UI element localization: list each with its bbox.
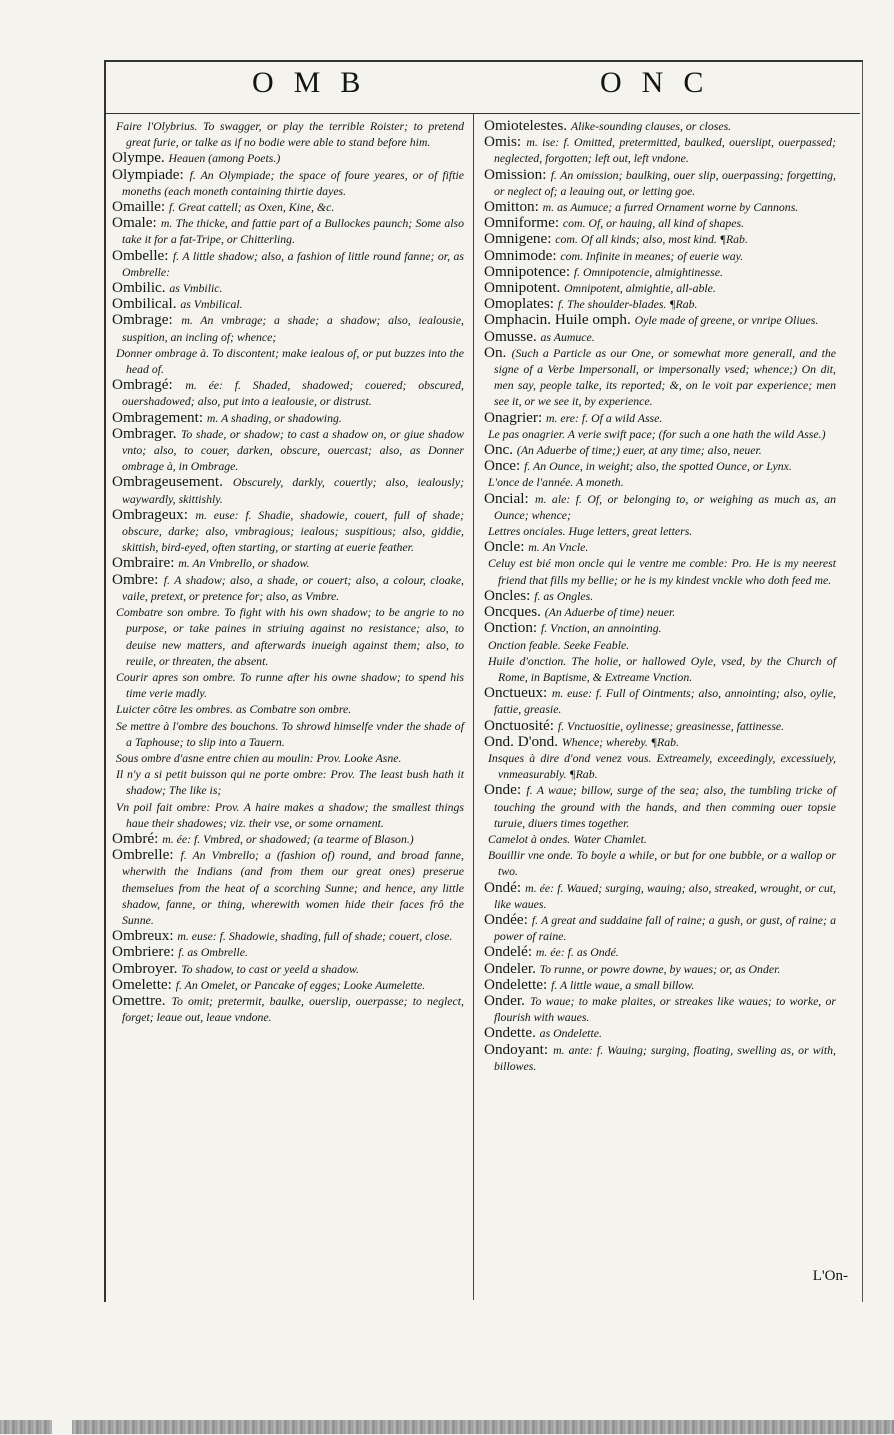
dictionary-entry <box>112 215 464 247</box>
dictionary-entry <box>484 653 836 685</box>
definition: m. ée: f. Waued; surging, wauing; also, streaked, wrought, or cut, like waues. <box>494 880 836 911</box>
dictionary-entry <box>484 215 836 231</box>
dictionary-entry <box>112 555 464 571</box>
dictionary-entry <box>112 847 464 928</box>
dictionary-entry <box>112 377 464 409</box>
dictionary-entry <box>484 523 836 539</box>
dictionary-entry <box>484 555 836 587</box>
definition: To shadow, to cast or yeeld a shadow. <box>181 961 359 976</box>
definition: Courir apres son ombre. To runne after his owne shadow; to spend his time verie madly. <box>116 669 464 701</box>
definition: To shade, or shadow; to cast a shadow on, or giue shadow vnto; also, to couer, darken, obscure, ouercast; also, as Donner ombrage à, in Ombrage. <box>122 426 465 474</box>
headword: Onctuosité: <box>484 716 555 734</box>
dictionary-entry <box>484 199 836 215</box>
definition: as Vmbilic. <box>169 281 223 296</box>
definition: f. A shadow; also, a shade, or couert; also, a colour, cloake, vaile, pretext, or pretence for; also, as Vmbre. <box>122 572 465 603</box>
headword: Onction: <box>484 619 538 637</box>
definition: m. An vmbrage; a shade; a shadow; also, iealousie, suspition, an incling of; whence; <box>122 313 465 344</box>
dictionary-entry <box>112 944 464 960</box>
definition: Se mettre à l'ombre des bouchons. To shrowd himselfe vnder the shade of a Taphouse; to slip into a Tauern. <box>116 718 464 749</box>
definition: f. The shoulder-blades. ¶Rab. <box>557 297 698 312</box>
definition: m. ée: f. as Ondé. <box>535 945 619 960</box>
dictionary-entry <box>484 944 836 960</box>
headword: Ombrageux: <box>112 505 188 523</box>
dictionary-entry <box>484 847 836 879</box>
headword: Ombreux: <box>112 927 174 945</box>
dictionary-entry <box>112 410 464 426</box>
definition: m. ere: f. Of a wild Asse. <box>546 410 663 425</box>
definition: m. ale: f. Of, or belonging to, or weighing as much as, an Ounce; whence; <box>494 491 836 522</box>
dictionary-entry <box>484 1042 836 1074</box>
definition: m. euse: f. Full of Ointments; also, annointing; also, oylie, fattie, greasie. <box>494 686 836 717</box>
dictionary-entry <box>112 977 464 993</box>
dictionary-entry <box>112 766 464 798</box>
dictionary-entry <box>112 718 464 750</box>
headword: Omale: <box>112 214 157 232</box>
headword: Omiotelestes. <box>484 117 568 134</box>
dictionary-entry <box>484 264 836 280</box>
headword: Omitton: <box>484 198 539 216</box>
dictionary-entry <box>484 458 836 474</box>
headword: Olympe. <box>112 149 165 167</box>
headword: Omniforme: <box>484 214 560 232</box>
definition: f. A waue; billow, surge of the sea; also, the tumbling tricke of touching the ground with the hands, and then comming ouer topsie turuie, diuers times together. <box>494 783 836 830</box>
definition: Oyle made of greene, or vnripe Oliues. <box>634 313 819 328</box>
definition: f. An Omelet, or Pancake of egges; Looke Aumelette. <box>175 977 426 992</box>
dictionary-entry <box>484 442 836 458</box>
definition: L'once de l'année. A moneth. <box>488 475 624 490</box>
headword: Ondette. <box>484 1024 536 1042</box>
headword: Oncles: <box>484 586 531 604</box>
dictionary-entry <box>484 604 836 620</box>
dictionary-entry <box>112 118 464 150</box>
definition: Huile d'onction. The holie, or hallowed Oyle, vsed, by the Church of Rome, in Baptisme, & Extreame Vnction. <box>488 653 836 684</box>
definition: f. A little shadow; also, a fashion of little round fanne; or, as Ombrelle: <box>122 248 465 279</box>
definition: Il n'y a si petit buisson qui ne porte ombre: Prov. The least bush hath it shadow; The like is; <box>116 767 464 798</box>
definition: f. as Ombrelle. <box>178 945 248 960</box>
headword: Ombre: <box>112 570 159 588</box>
definition: Luicter côtre les ombres. as Combatre son ombre. <box>116 702 352 717</box>
definition: f. A great and suddaine fall of raine; a gush, or gust, of raine; a power of raine. <box>494 912 836 944</box>
headword: Omoplates: <box>484 295 555 313</box>
dictionary-entry <box>484 718 836 734</box>
definition: m. ée: f. Vmbred, or shadowed; (a tearme of Blason.) <box>162 831 414 846</box>
dictionary-entry <box>112 426 464 475</box>
headword: Omusse. <box>484 327 537 345</box>
dictionary-entry <box>112 993 464 1025</box>
headword: Ondée: <box>484 910 528 928</box>
dictionary-entry <box>484 620 836 636</box>
definition: Celuy est bié mon oncle qui le ventre me comble: Pro. He is my neerest friend that fills my bellie; or he is my kindest vnckle who doth feed me. <box>488 556 836 587</box>
definition: To runne, or powre downe, by waues; or, as Onder. <box>539 961 781 976</box>
definition: (An Aduerbe of time;) euer, at any time; also, neuer. <box>516 443 762 458</box>
definition: f. Great cattell; as Oxen, Kine, &c. <box>168 200 335 215</box>
dictionary-entry <box>484 248 836 264</box>
definition: com. Infinite in meanes; of euerie way. <box>560 248 744 263</box>
definition: To omit; pretermit, baulke, ouerslip, ouerpasse; to neglect, forget; leaue out, leaue vndone. <box>122 993 464 1025</box>
dictionary-entry <box>484 474 836 490</box>
definition: f. Omnipotencie, almightinesse. <box>573 264 723 279</box>
definition: Whence; whereby. ¶Rab. <box>561 734 679 749</box>
definition: m. ée: f. Shaded, shadowed; couered; obscured, ouershadowed; also, put into a iealousie, or distrust. <box>122 378 464 409</box>
dictionary-entry <box>484 880 836 912</box>
dictionary-entry <box>484 231 836 247</box>
headword: Once: <box>484 457 521 475</box>
headword: Omnimode: <box>484 246 557 264</box>
dictionary-entry <box>112 312 464 344</box>
definition: Onction feable. Seeke Feable. <box>488 637 630 652</box>
running-head-right: ONC <box>600 66 724 99</box>
definition: as Ondelette. <box>539 1026 602 1041</box>
definition: Camelot à ondes. Water Chamlet. <box>488 831 647 846</box>
dictionary-entry <box>484 118 836 134</box>
dictionary-entry <box>484 637 836 653</box>
headword: Onder. <box>484 991 525 1009</box>
dictionary-entry <box>484 539 836 555</box>
headword: Omelette: <box>112 975 172 993</box>
headword: Omnigene: <box>484 230 552 248</box>
headword: Olympiade: <box>112 165 184 183</box>
dictionary-entry <box>112 150 464 166</box>
dictionary-entry <box>484 134 836 166</box>
dictionary-entry <box>112 474 464 506</box>
dictionary-entry <box>112 167 464 199</box>
dictionary-entry <box>112 701 464 717</box>
definition: m. ante: f. Wauing; surging, floating, swelling as, or with, billowes. <box>494 1042 837 1073</box>
definition: f. An Ounce, in weight; also, the spotted Ounce, or Lynx. <box>524 459 792 474</box>
definition: m. The thicke, and fattie part of a Bullockes paunch; Some also take it for a fat-Tripe, or Chitterling. <box>122 216 464 247</box>
definition: Alike-sounding clauses, or closes. <box>570 119 732 133</box>
headword: Omaille: <box>112 198 166 216</box>
headword: Oncle: <box>484 538 525 556</box>
definition: f. An Vmbrello; a (fashion of) round, and broad fanne, wherwith the Indians (and from them our great ones) preserue themselues from the heat of a scorching Sunne; and hence, any little shadow, fanne, or thing, wherewith women hide their faces frô the Sunne. <box>122 848 464 927</box>
headword: Ond. D'ond. <box>484 732 559 750</box>
dictionary-entry <box>484 734 836 750</box>
definition: Vn poil fait ombre: Prov. A haire makes a shadow; the smallest things haue their shadowes; viz. their vse, or some ornament. <box>116 799 464 830</box>
definition: m. An Vncle. <box>528 540 589 555</box>
headword: Ombragé: <box>112 376 173 394</box>
dictionary-entry <box>484 491 836 523</box>
definition: f. An Olympiade; the space of foure yeares, or of fiftie moneths (each moneth containing thirtie dayes. <box>122 167 464 198</box>
definition: To waue; to make plaites, or streakes like waues; to worke, or flourish with waues. <box>494 993 836 1025</box>
definition: com. Of all kinds; also, most kind. ¶Rab. <box>555 232 748 247</box>
definition: m. An Vmbrello, or shadow. <box>178 556 310 571</box>
definition: (An Aduerbe of time) neuer. <box>544 605 676 620</box>
definition: (Such a Particle as our One, or somewhat more generall, and the signe of a Verbe Impersonall, or impersonally vsed; whence;) On dit, men say, people talke, its reported; &, on le voit par experience; men see it, or we see it, by experience. <box>494 345 836 409</box>
headword: Ondé: <box>484 878 522 896</box>
definition: com. Of, or hauing, all kind of shapes. <box>562 216 745 231</box>
definition: m. euse: f. Shadowie, shading, full of shade; couert, close. <box>177 929 453 944</box>
dictionary-entry <box>112 507 464 556</box>
dictionary-entry <box>112 572 464 604</box>
headword: Ombraire: <box>112 554 175 572</box>
headword: Omis: <box>484 133 522 151</box>
dictionary-entry <box>484 782 836 831</box>
headword: Omettre. <box>112 991 166 1009</box>
running-head-left: OMB <box>252 66 381 99</box>
headword: Ombrager. <box>112 424 177 442</box>
definition: Bouillir vne onde. To boyle a while, or but for one bubble, or a wallop or two. <box>488 848 836 879</box>
definition: Lettres onciales. Huge letters, great letters. <box>488 524 693 539</box>
headword: Omnipotent. <box>484 279 561 297</box>
headword: Omission: <box>484 165 547 183</box>
headword: Onagrier: <box>484 408 543 426</box>
definition: Combatre son ombre. To fight with his own shadow; to be angrie to no purpose, or take paines in striuing against no resistance; also, to deuise new matters, and afterwards inueigh against them; also, to reuile, or threaten, the absent. <box>116 605 464 668</box>
headword: Ombilical. <box>112 295 177 313</box>
headword: Omphacin. Huile omph. <box>484 311 631 329</box>
headword: Ombilic. <box>112 279 166 297</box>
definition: m. as Aumuce; a furred Ornament worne by Cannons. <box>542 200 799 215</box>
dictionary-entry <box>484 993 836 1025</box>
dictionary-entry <box>484 312 836 328</box>
dictionary-entry <box>484 167 836 199</box>
dictionary-entry <box>484 750 836 782</box>
dictionary-entry <box>484 1025 836 1041</box>
dictionary-entry <box>484 685 836 717</box>
scan-edge-strip <box>0 1420 894 1434</box>
headword: Ombrelle: <box>112 846 174 864</box>
dictionary-entry <box>112 750 464 766</box>
definition: f. Vnctuositie, oylinesse; greasinesse, fattinesse. <box>557 718 785 733</box>
definition: Le pas onagrier. A verie swift pace; (for such a one hath the wild Asse.) <box>488 426 826 441</box>
dictionary-entry <box>484 588 836 604</box>
dictionary-entry <box>484 329 836 345</box>
dictionary-entry <box>484 410 836 426</box>
definition: Donner ombrage à. To discontent; make iealous of, or put buzzes into the head of. <box>116 345 464 377</box>
headword: Ombré: <box>112 829 159 847</box>
column-divider <box>473 114 474 1300</box>
definition: as Aumuce. <box>540 329 595 344</box>
dictionary-entry <box>112 345 464 377</box>
right-column <box>484 118 836 1074</box>
headword: Onde: <box>484 781 522 799</box>
catchword: L'On- <box>812 1268 848 1284</box>
definition: Insques à dire d'ond venez vous. Extreamely, exceedingly, excessiuely, vnmeasurably. ¶Rab. <box>488 750 836 782</box>
headword: Onc. <box>484 441 514 459</box>
dictionary-entry <box>484 345 836 410</box>
dictionary-entry <box>484 296 836 312</box>
headword: Ombragement: <box>112 408 204 426</box>
dictionary-entry <box>112 961 464 977</box>
dictionary-entry <box>112 669 464 701</box>
definition: f. A little waue, a small billow. <box>551 977 695 992</box>
dictionary-entry <box>112 248 464 280</box>
dictionary-entry <box>112 799 464 831</box>
dictionary-entry <box>484 280 836 296</box>
definition: Heauen (among Poets.) <box>168 151 281 166</box>
dictionary-entry <box>484 831 836 847</box>
headword: On. <box>484 343 507 361</box>
definition: f. as Ongles. <box>534 588 594 603</box>
dictionary-entry <box>112 831 464 847</box>
headword: Ombroyer. <box>112 959 178 977</box>
definition: Omnipotent, almightie, all-able. <box>564 281 716 296</box>
dictionary-entry <box>112 604 464 669</box>
definition: f. An omission; baulking, ouer slip, ouerpassing; forgetting, or neglect of; a leauing out, or letting goe. <box>494 167 837 198</box>
dictionary-entry <box>112 199 464 215</box>
headword: Omnipotence: <box>484 262 571 280</box>
headword: Ombriere: <box>112 943 175 961</box>
dictionary-entry <box>484 912 836 944</box>
definition: Faire l'Olybrius. To swagger, or play the terrible Roister; to pretend great furie, or talke as if no bodie were able to stand before him. <box>116 119 464 150</box>
definition: Obscurely, darkly, couertly; also, iealously; waywardly, skittishly. <box>122 475 464 506</box>
definition: Sous ombre d'asne entre chien au moulin: Prov. Looke Asne. <box>116 750 402 765</box>
definition: f. Vnction, an annointing. <box>540 621 662 636</box>
definition: m. A shading, or shadowing. <box>206 410 342 425</box>
dictionary-entry <box>484 977 836 993</box>
dictionary-entry <box>484 426 836 442</box>
headword: Ondelette: <box>484 975 548 993</box>
headword: Onctueux: <box>484 684 548 702</box>
dictionary-entry <box>112 928 464 944</box>
left-column <box>112 118 464 1025</box>
dictionary-entry <box>112 296 464 312</box>
headword: Ondeler. <box>484 959 536 977</box>
definition: m. euse: f. Shadie, shadowie, couert, full of shade; obscure, darke; also, vmbragious; iealous; suspitious; also, giddie, skittish, bird-eyed, often starting, or starting at euerie feather. <box>122 507 465 555</box>
header-rule <box>104 113 860 114</box>
headword: Oncques. <box>484 603 541 621</box>
headword: Ondelé: <box>484 943 533 961</box>
headword: Ombelle: <box>112 246 169 264</box>
definition: m. ise: f. Omitted, pretermitted, baulked, ouerslipt, ouerpassed; neglected, forgotten; left out, left vndone. <box>494 135 837 166</box>
dictionary-entry <box>484 961 836 977</box>
headword: Ombrage: <box>112 311 173 329</box>
dictionary-entry <box>112 280 464 296</box>
headword: Oncial: <box>484 489 529 507</box>
headword: Ondoyant: <box>484 1040 549 1058</box>
definition: as Vmbilical. <box>180 297 243 312</box>
headword: Ombrageusement. <box>112 473 223 491</box>
